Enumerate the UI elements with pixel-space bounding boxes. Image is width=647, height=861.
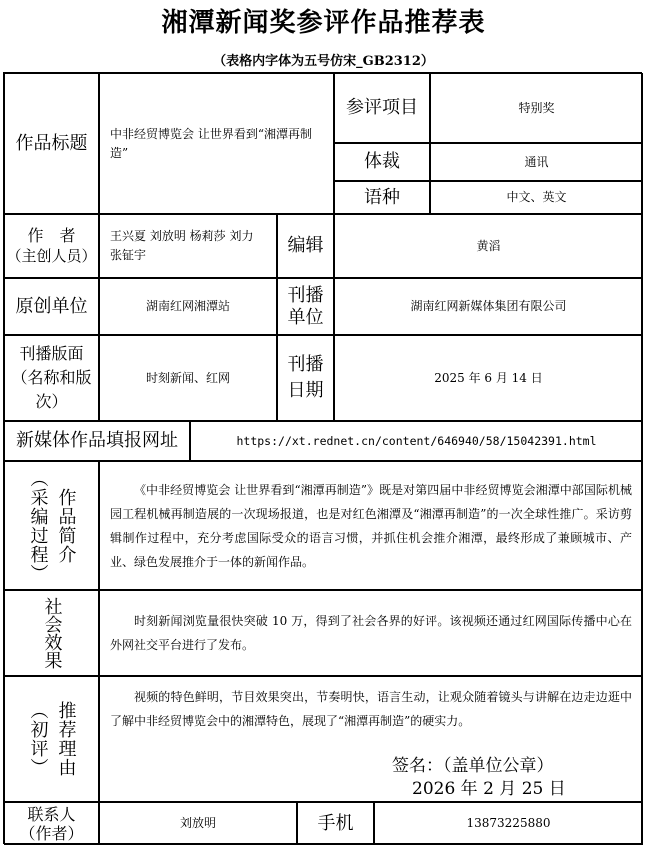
contact-label-line1: 联系人 <box>27 804 76 824</box>
contact-label-line2: （作者） <box>19 823 84 843</box>
recommend-paragraph: 视频的特色鲜明，节目效果突出，节奏明快，语言生动，让观众随着镜头与讲解在边走边逛中了解中非经贸博览会中的湘潭特色，展现了“湘潭再制造”的硬实力。 <box>110 690 632 728</box>
publish-unit-label <box>277 278 334 335</box>
genre-value: 通讯 <box>430 143 643 181</box>
publish-date-label-line1: 刊播 <box>287 354 324 375</box>
publish-page-label: 刊播版面（名称和版次） <box>4 335 99 421</box>
signature-date: 2026 年 2 月 25 日 <box>412 779 566 799</box>
publish-date-value: 2025 年 6 月 14 日 <box>334 335 643 421</box>
recommend-cell <box>99 676 643 802</box>
form-subtitle: （表格内字体为五号仿宋_GB2312） <box>213 54 434 69</box>
author-label-line1: 作 者 <box>27 226 76 245</box>
work-title-value: 中非经贸博览会 让世界看到“湘潭再制造” <box>99 73 334 214</box>
publish-unit-label-line1: 刊播 <box>287 284 324 306</box>
intro-label-sub: （采编过程） <box>27 468 49 583</box>
effect-paragraph: 时刻新闻浏览量很快突破 10 万，得到了社会各界的好评。该视频还通过红网国际传播中心在外网社交平台进行了发布。 <box>110 614 632 652</box>
publish-date-label-line2: 日期 <box>287 380 324 401</box>
recommend-label <box>4 676 99 802</box>
work-title-label: 作品标题 <box>4 73 99 214</box>
author-label-line2: （主创人员） <box>6 247 97 265</box>
intro-label-main: 作品简介 <box>55 487 77 564</box>
effect-label-text: 社会效果 <box>41 597 63 669</box>
publish-page-value: 时刻新闻、红网 <box>99 335 277 421</box>
signature-line: 签名：（盖单位公章） <box>392 756 554 776</box>
language-value: 中文、英文 <box>430 181 643 214</box>
original-unit-label: 原创单位 <box>4 278 99 335</box>
recommend-label-main: 推荐理由 <box>55 701 77 777</box>
author-label <box>4 214 99 278</box>
contact-label <box>4 802 99 845</box>
effect-label <box>4 590 99 676</box>
phone-label: 手机 <box>297 802 374 845</box>
original-unit-value: 湖南红网湘潭站 <box>99 278 277 335</box>
intro-text <box>99 461 643 590</box>
category-label: 参评项目 <box>334 73 430 143</box>
publish-unit-value: 湖南红网新媒体集团有限公司 <box>334 278 643 335</box>
phone-value: 13873225880 <box>374 802 643 845</box>
recommendation-table <box>3 72 642 844</box>
intro-paragraph: 《中非经贸博览会 让世界看到“湘潭再制造”》既是对第四届中非经贸博览会湘潭中部国际机械园工程机械再制造展的一次现场报道，也是对红色湘潭及“湘潭再制造”的一次全球性推广。采访剪辑制作过程中，充分考虑国际受众的语言习惯，并抓住机会推介湘潭，最终形成了兼顾城市、产业、绿色发展推介于一体的新闻作品。 <box>110 482 632 569</box>
category-value: 特别奖 <box>430 73 643 143</box>
contact-value: 刘放明 <box>99 802 297 845</box>
publish-unit-label-line2: 单位 <box>287 306 324 328</box>
genre-label: 体裁 <box>334 143 430 181</box>
publish-date-label <box>277 335 334 421</box>
editor-label: 编辑 <box>277 214 334 278</box>
author-value: 王兴夏 刘放明 杨莉莎 刘力 张钲宇 <box>99 214 277 278</box>
editor-value: 黄滔 <box>334 214 643 278</box>
effect-text <box>99 590 643 676</box>
language-label: 语种 <box>334 181 430 214</box>
intro-label <box>4 461 99 590</box>
form-title: 湘潭新闻奖参评作品推荐表 <box>161 8 486 38</box>
url-value[interactable]: https://xt.rednet.cn/content/646940/58/15042391.html <box>190 421 643 461</box>
recommend-label-sub: （初评） <box>27 701 49 777</box>
url-label: 新媒体作品填报网址 <box>4 421 190 461</box>
